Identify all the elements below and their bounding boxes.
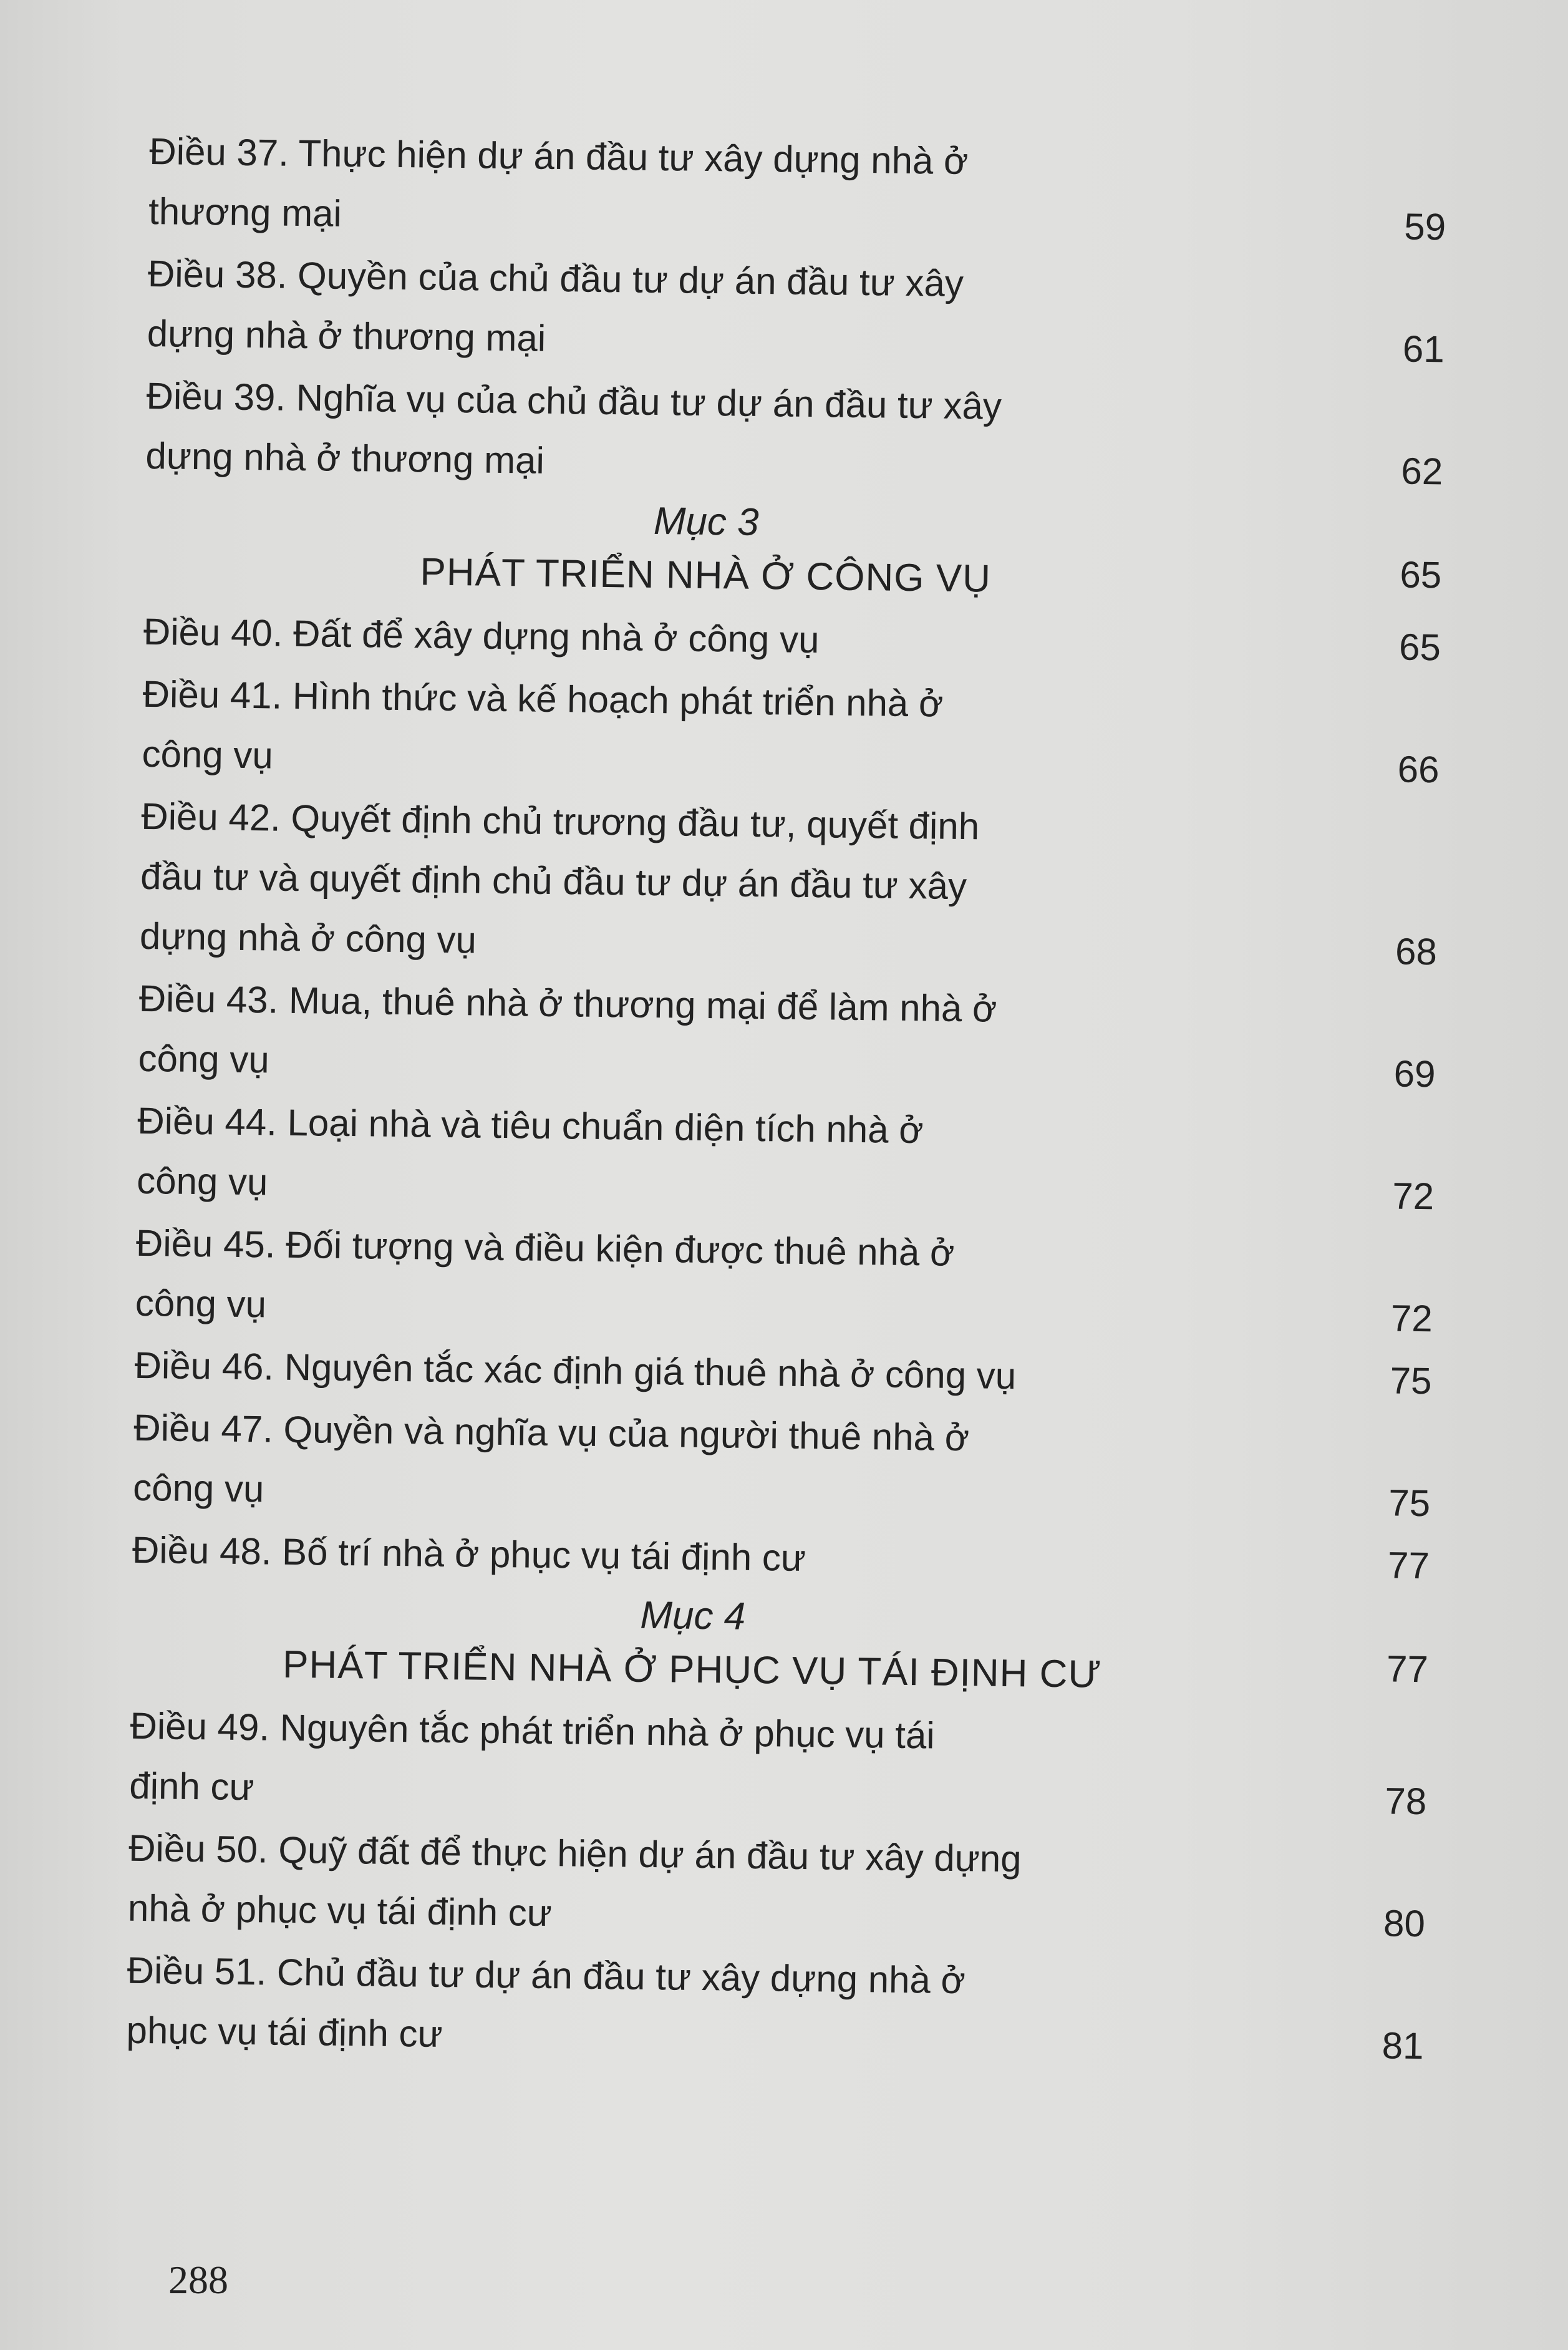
toc-entry-title: Điều 37. Thực hiện dự án đầu tư xây dựng nhà ở thương mại xyxy=(148,130,969,235)
toc-entry-title: Điều 48. Bố trí nhà ở phục vụ tái định cư xyxy=(132,1528,806,1580)
toc-entry-page: 59 xyxy=(1403,205,1446,248)
toc-entry-page: 81 xyxy=(1382,2024,1424,2067)
toc-entry-title: Điều 45. Đối tượng và điều kiện được thuê nhà ở công vụ xyxy=(135,1221,955,1326)
page-number: 288 xyxy=(168,2258,228,2302)
section-page: 65 xyxy=(1400,553,1442,596)
toc-entry[interactable] xyxy=(129,1696,1428,1832)
toc-entry[interactable] xyxy=(142,664,1440,800)
toc-section-heading[interactable] xyxy=(130,1584,1429,1705)
toc-entry-page: 78 xyxy=(1385,1780,1427,1823)
toc-entry-title: Điều 41. Hình thức và kế hoạch phát triển nhà ở công vụ xyxy=(142,672,944,777)
toc-entry-page: 80 xyxy=(1383,1902,1426,1945)
toc-entry-page: 72 xyxy=(1390,1297,1433,1340)
toc-entry-title: Điều 49. Nguyên tắc phát triển nhà ở phục vụ tái định cư xyxy=(129,1704,936,1809)
toc-entry-title: Điều 38. Quyền của chủ đầu tư dự án đầu tư xây dựng nhà ở thương mại xyxy=(147,252,964,359)
toc-entry[interactable] xyxy=(145,366,1444,502)
toc-entry[interactable] xyxy=(147,244,1445,379)
toc-entry-page: 61 xyxy=(1402,328,1445,371)
toc-entry-page: 62 xyxy=(1401,450,1443,493)
toc-section-heading[interactable] xyxy=(144,490,1442,611)
section-page: 77 xyxy=(1386,1648,1429,1691)
toc-entry-page: 75 xyxy=(1390,1359,1432,1402)
toc-entry[interactable] xyxy=(126,1941,1425,2076)
toc-entry-title: Điều 42. Quyết định chủ trương đầu tư, quyết định đầu tư và quyết định chủ đầu tư dự án đầu tư xây dựng nhà ở công vụ xyxy=(139,795,980,961)
toc-entry[interactable] xyxy=(137,1091,1435,1226)
toc-entry[interactable] xyxy=(139,787,1438,982)
toc-entry-title: Điều 44. Loại nhà và tiêu chuẩn diện tích nhà ở công vụ xyxy=(136,1099,924,1203)
toc-entry-page: 65 xyxy=(1398,626,1441,669)
toc-entry[interactable] xyxy=(138,969,1436,1104)
toc-entry[interactable] xyxy=(133,1398,1431,1533)
toc-entry-title: Điều 51. Chủ đầu tư dự án đầu tư xây dựng nhà ở phục vụ tái định cư xyxy=(126,1949,966,2055)
section-title: PHÁT TRIỂN NHÀ Ở CÔNG VỤ xyxy=(420,550,992,601)
toc-entry-page: 72 xyxy=(1391,1175,1435,1218)
toc-entry-title: Điều 40. Đất để xây dựng nhà ở công vụ xyxy=(143,610,820,661)
toc-entry-title: Điều 43. Mua, thuê nhà ở thương mại để làm nhà ở công vụ xyxy=(138,977,997,1081)
toc-entry[interactable] xyxy=(132,1520,1430,1596)
toc-entry[interactable] xyxy=(127,1818,1426,1954)
section-label: Mục 3 xyxy=(653,499,760,544)
toc-entry-page: 66 xyxy=(1397,748,1440,791)
toc-entry[interactable] xyxy=(135,1213,1433,1349)
toc-entry[interactable] xyxy=(148,122,1447,257)
toc-entry-title: Điều 50. Quỹ đất để thực hiện dự án đầu tư xây dựng nhà ở phục vụ tái định cư xyxy=(127,1827,1022,1935)
table-of-contents xyxy=(126,122,1447,2079)
section-title: PHÁT TRIỂN NHÀ Ở PHỤC VỤ TÁI ĐỊNH CƯ xyxy=(282,1643,1102,1696)
toc-entry-title: Điều 39. Nghĩa vụ của chủ đầu tư dự án đầu tư xây dựng nhà ở thương mại xyxy=(145,374,1002,482)
toc-entry-title: Điều 47. Quyền và nghĩa vụ của người thuê nhà ở công vụ xyxy=(132,1406,970,1510)
toc-entry-title: Điều 46. Nguyên tắc xác định giá thuê nhà ở công vụ xyxy=(134,1344,1017,1397)
toc-entry-page: 77 xyxy=(1387,1544,1430,1587)
section-label: Mục 4 xyxy=(639,1593,746,1638)
toc-entry-page: 69 xyxy=(1393,1052,1436,1095)
toc-entry-page: 68 xyxy=(1395,930,1438,973)
toc-entry-page: 75 xyxy=(1388,1482,1431,1525)
